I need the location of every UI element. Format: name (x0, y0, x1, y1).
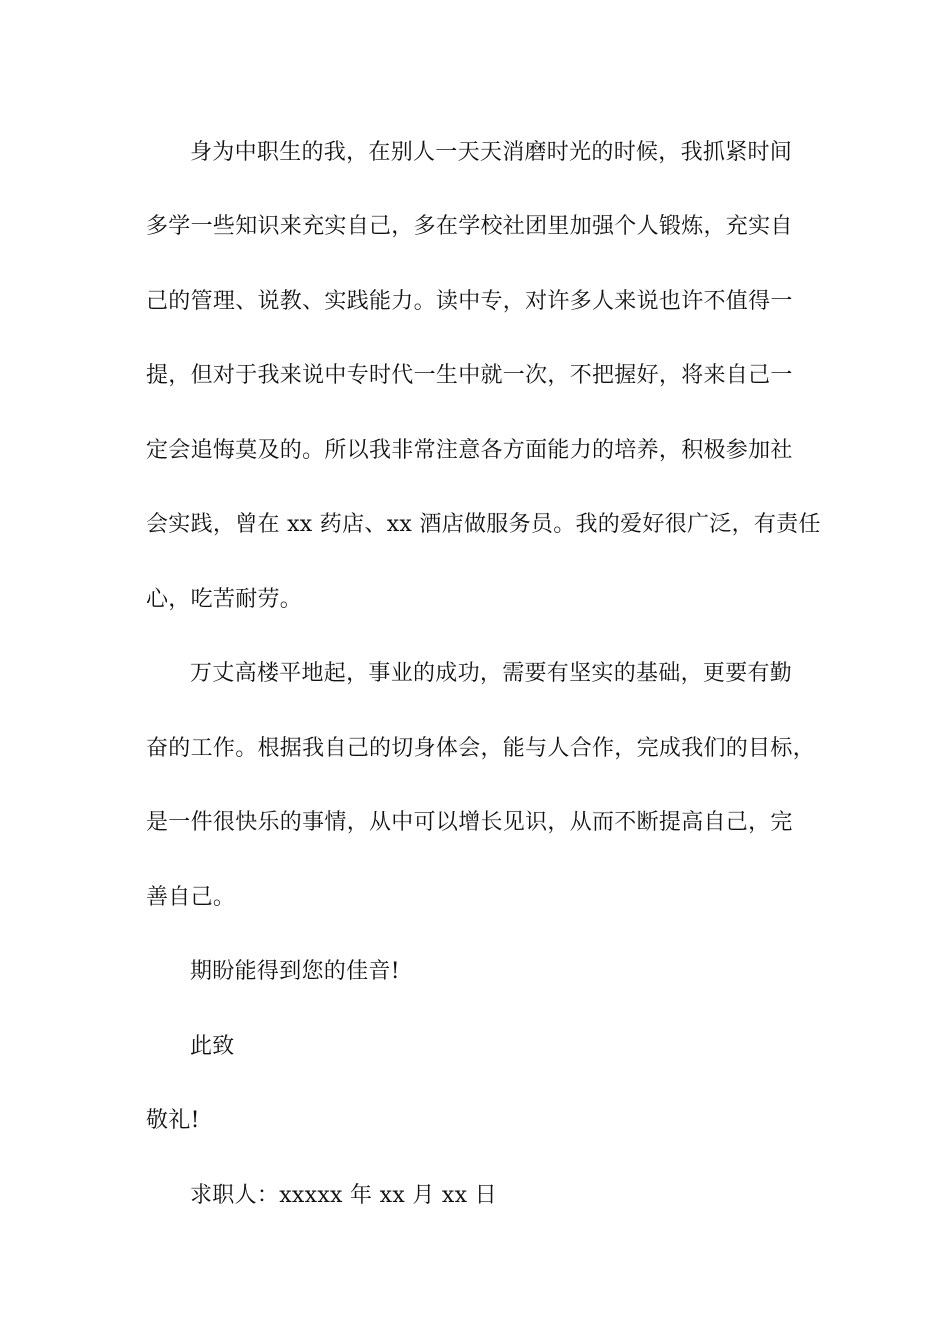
paragraph-line: 提，但对于我来说中专时代一生中就一次，不把握好，将来自己一 (146, 363, 793, 388)
closing-salute-line-2: 敬礼! (146, 1108, 200, 1133)
signature-line: 求职人：xxxxx 年 xx 月 xx 日 (190, 1183, 497, 1208)
paragraph-line: 善自己。 (146, 885, 236, 910)
paragraph-line: 身为中职生的我，在别人一天天消磨时光的时候，我抓紧时间 (190, 140, 793, 165)
closing-hope: 期盼能得到您的佳音! (190, 959, 400, 984)
paragraph-line: 是一件很快乐的事情，从中可以增长见识，从而不断提高自己，完 (146, 810, 793, 835)
paragraph-line: 心，吃苦耐劳。 (146, 587, 303, 612)
paragraph-line: 己的管理、说教、实践能力。读中专，对许多人来说也许不值得一 (146, 289, 793, 314)
paragraph-line: 多学一些知识来充实自己，多在学校社团里加强个人锻炼，充实自 (146, 214, 793, 239)
paragraph-line: 会实践，曾在 xx 药店、xx 酒店做服务员。我的爱好很广泛，有责任 (146, 512, 821, 537)
paragraph-line: 定会追悔莫及的。所以我非常注意各方面能力的培养，积极参加社 (146, 438, 793, 463)
paragraph-line: 万丈高楼平地起，事业的成功，需要有坚实的基础，更要有勤 (190, 661, 793, 686)
closing-salute-line-1: 此致 (190, 1034, 235, 1059)
paragraph-line: 奋的工作。根据我自己的切身体会，能与人合作，完成我们的目标， (146, 736, 816, 761)
